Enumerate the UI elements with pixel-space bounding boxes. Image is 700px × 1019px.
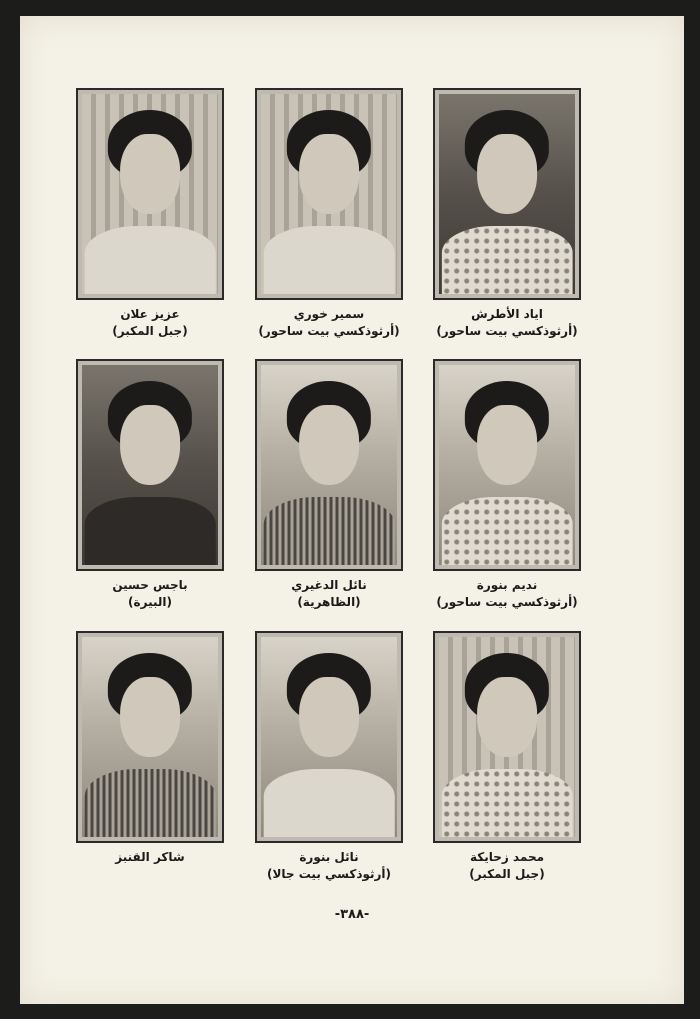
person-place: (أرثوذكسي بيت ساحور) — [436, 324, 578, 338]
portrait-photo — [433, 359, 581, 571]
person-name: باجس حسين — [112, 578, 188, 592]
person-name: سمير خوري — [293, 307, 365, 321]
portrait-photo — [76, 359, 224, 571]
portrait-photo — [255, 359, 403, 571]
person-name: عزيز علان — [120, 307, 180, 321]
portrait-photo — [255, 631, 403, 843]
person-place: (الظاهرية) — [297, 595, 361, 609]
portrait-photo — [255, 88, 403, 300]
portrait-card — [255, 359, 403, 611]
person-name: اياد الأطرش — [471, 307, 543, 321]
portrait-card — [433, 631, 581, 883]
person-place: (البيرة) — [128, 595, 172, 609]
portrait-card — [76, 631, 224, 866]
person-name: محمد زحايكة — [469, 850, 545, 864]
person-place: (جبل المكبر) — [112, 324, 188, 338]
portrait-photo — [76, 88, 224, 300]
person-place: (أرثوذكسي بيت ساحور) — [436, 595, 578, 609]
page-number: -٣٨٨- — [334, 907, 370, 922]
person-name: نائل بنورة — [299, 850, 359, 864]
portrait-photo — [76, 631, 224, 843]
person-place: (أرثوذكسي بيت جالا) — [266, 867, 392, 881]
person-name: نديم بنورة — [476, 578, 538, 592]
portrait-card — [76, 88, 224, 340]
document-page — [20, 16, 684, 1004]
person-name: نائل الدغيري — [291, 578, 367, 592]
portrait-card — [433, 359, 581, 611]
portrait-card — [76, 359, 224, 611]
portrait-photo — [433, 88, 581, 300]
person-place: (جبل المكبر) — [469, 867, 545, 881]
portrait-photo — [433, 631, 581, 843]
person-place: (أرثوذكسي بيت ساحور) — [258, 324, 400, 338]
portrait-card — [255, 631, 403, 883]
portrait-card — [433, 88, 581, 340]
portrait-card — [255, 88, 403, 340]
person-name: شاكر القنبز — [115, 850, 185, 864]
